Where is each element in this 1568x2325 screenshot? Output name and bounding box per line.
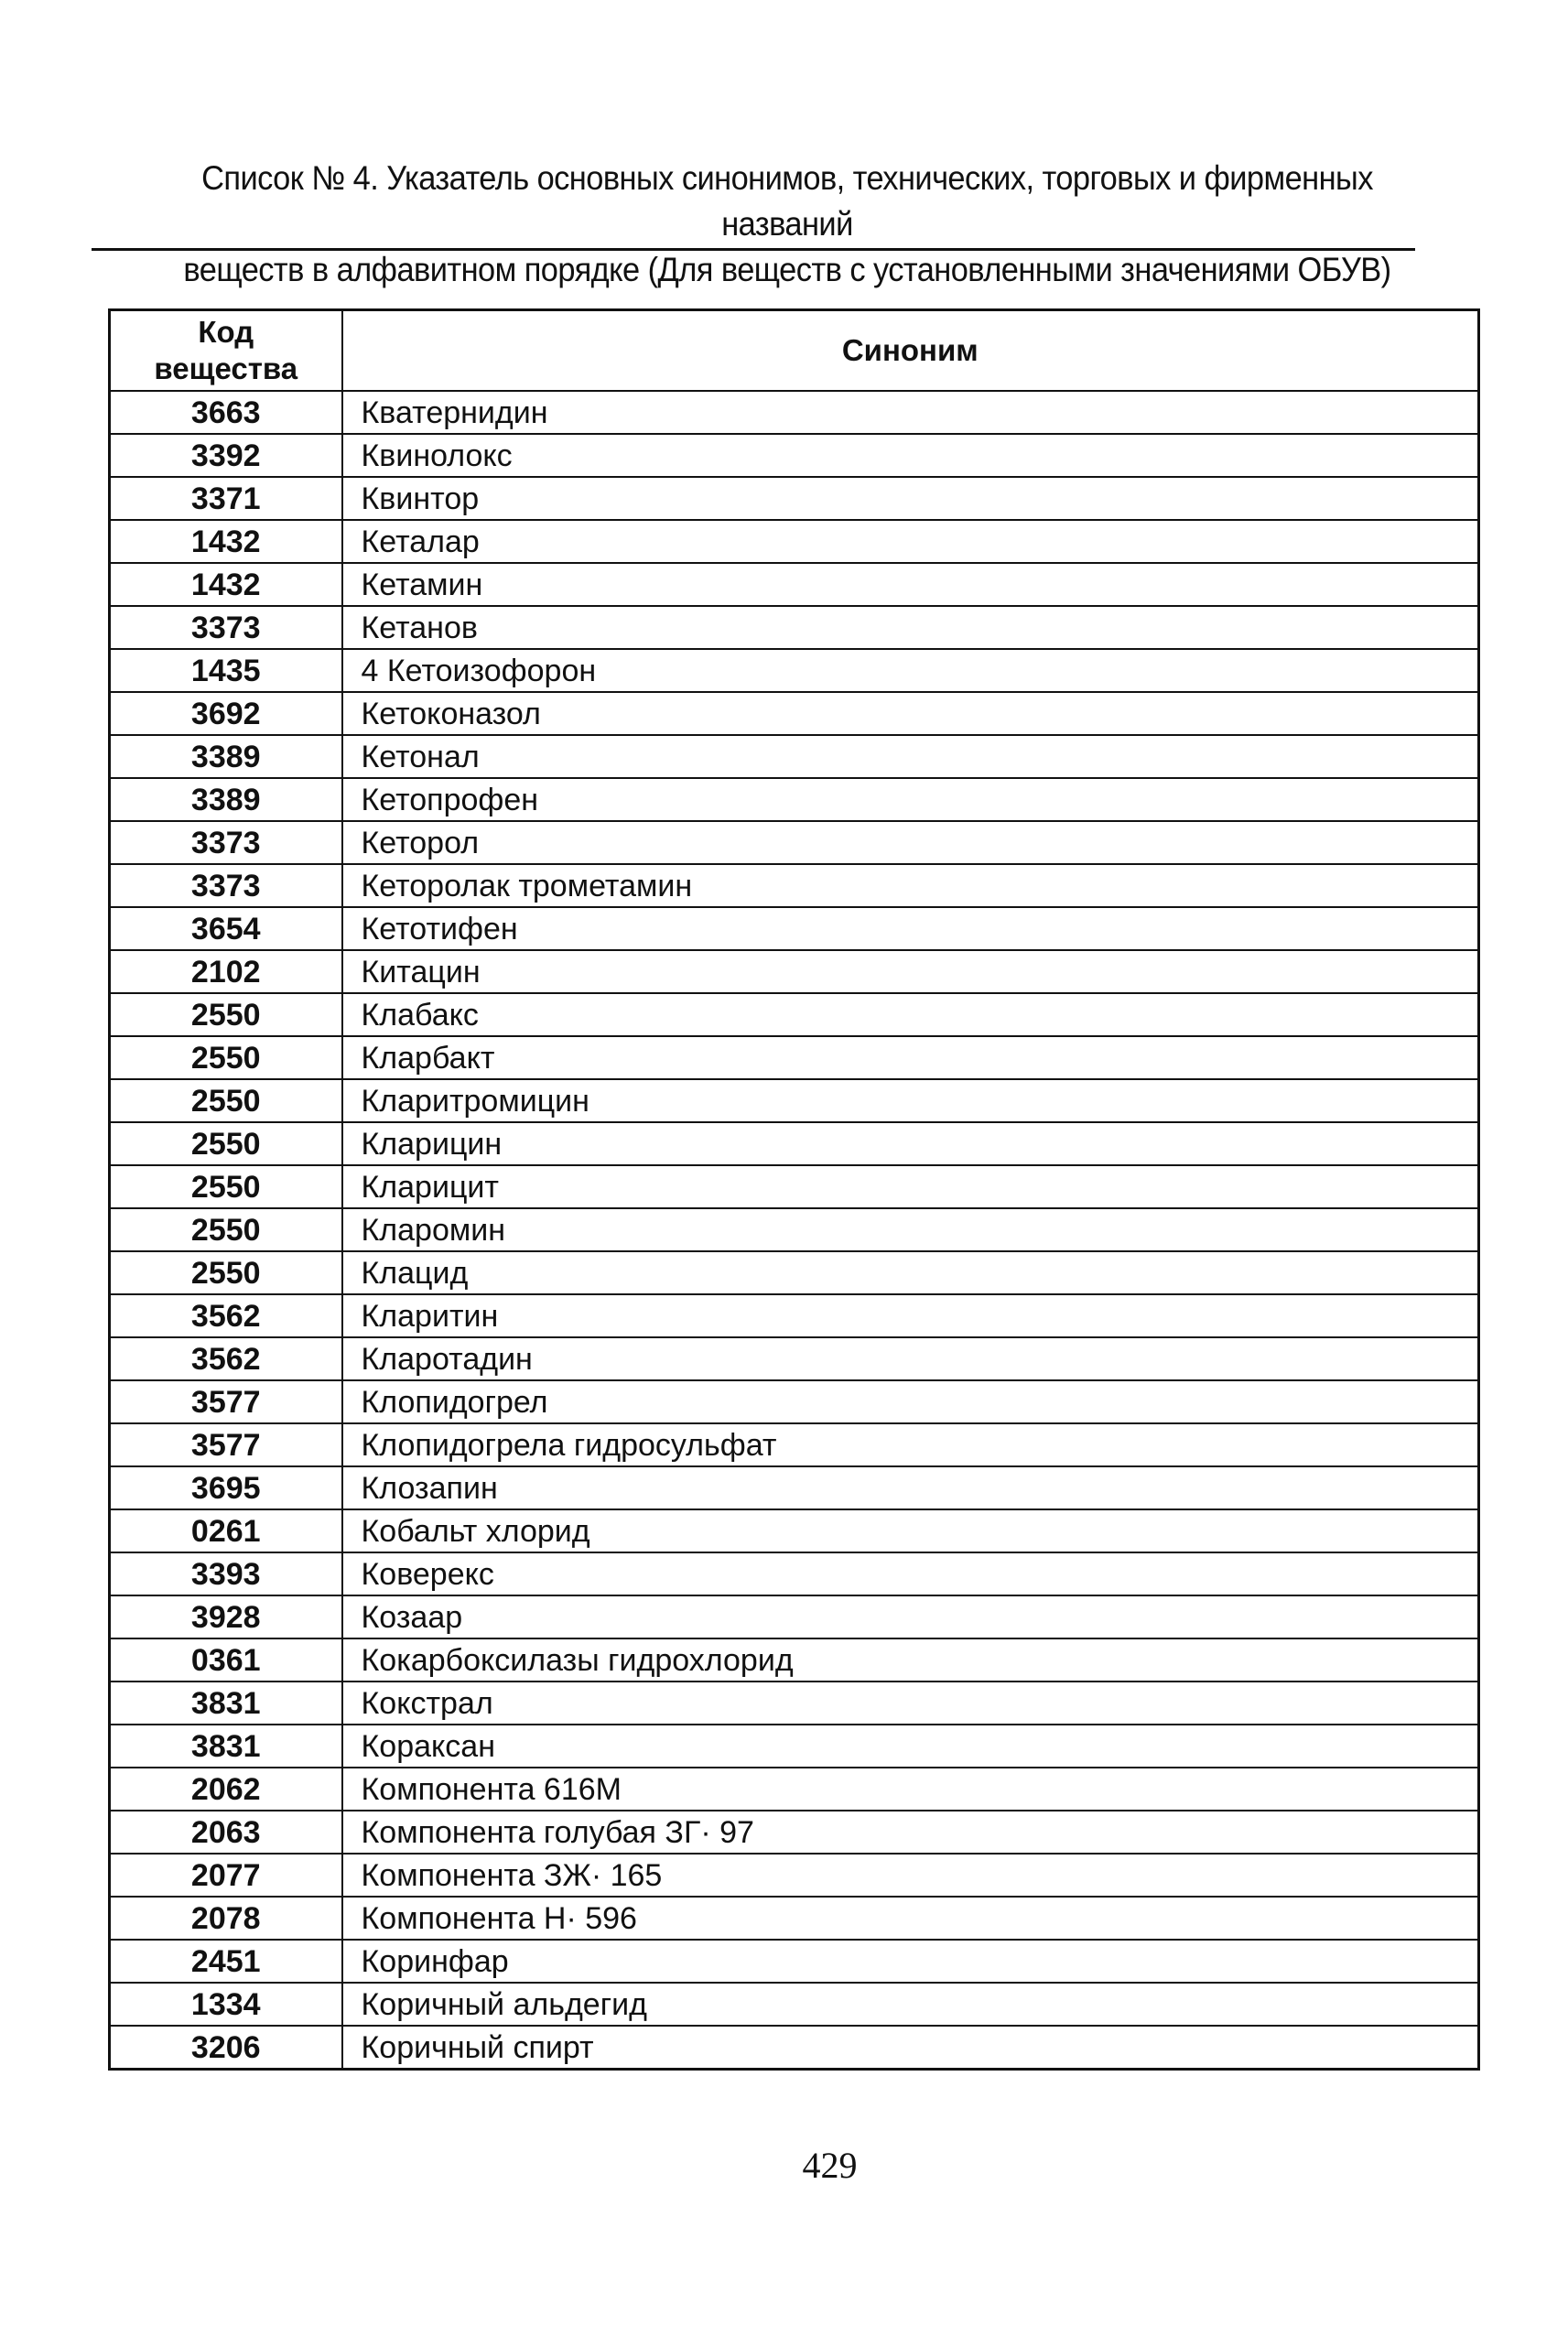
synonym-name: 4 Кетоизофорон — [342, 649, 1479, 692]
table-row — [110, 1638, 1479, 1682]
substance-code: 1435 — [110, 649, 342, 692]
substance-code: 3389 — [110, 735, 342, 778]
synonym-name: Кокстрал — [342, 1682, 1479, 1725]
synonym-table-container — [108, 308, 1480, 2071]
substance-code: 3373 — [110, 864, 342, 907]
table-row — [110, 1595, 1479, 1638]
synonym-name: Кларицит — [342, 1165, 1479, 1208]
synonym-name: Кораксан — [342, 1725, 1479, 1768]
synonym-name: Кетонал — [342, 735, 1479, 778]
substance-code: 2550 — [110, 1122, 342, 1165]
substance-code: 3562 — [110, 1337, 342, 1380]
synonym-name: Клопидогрел — [342, 1380, 1479, 1423]
substance-code: 2550 — [110, 1036, 342, 1079]
header-code-line-1: Код — [198, 315, 254, 349]
substance-code: 2063 — [110, 1811, 342, 1854]
synonym-name: Клабакс — [342, 993, 1479, 1036]
table-row — [110, 649, 1479, 692]
page-number: 429 — [802, 2145, 858, 2186]
substance-code: 2078 — [110, 1897, 342, 1940]
synonym-name: Кеторолак трометамин — [342, 864, 1479, 907]
table-body — [110, 391, 1479, 2070]
table-row — [110, 1036, 1479, 1079]
substance-code: 1334 — [110, 1983, 342, 2026]
substance-code: 3577 — [110, 1423, 342, 1466]
synonym-name: Клaромин — [342, 1208, 1479, 1251]
table-row — [110, 1552, 1479, 1595]
table-row — [110, 606, 1479, 649]
substance-code: 1432 — [110, 520, 342, 563]
table-row — [110, 1294, 1479, 1337]
table-row — [110, 2026, 1479, 2070]
synonym-name: Коринфар — [342, 1940, 1479, 1983]
synonym-name: Кларитромицин — [342, 1079, 1479, 1122]
substance-code: 3371 — [110, 477, 342, 520]
table-row — [110, 1682, 1479, 1725]
substance-code: 3392 — [110, 434, 342, 477]
substance-code: 2550 — [110, 1165, 342, 1208]
table-row — [110, 778, 1479, 821]
table-row — [110, 434, 1479, 477]
synonym-name: Кватернидин — [342, 391, 1479, 434]
synonym-name: Коверекс — [342, 1552, 1479, 1595]
table-row — [110, 1208, 1479, 1251]
substance-code: 2451 — [110, 1940, 342, 1983]
table-row — [110, 1983, 1479, 2026]
synonym-table — [108, 308, 1480, 2071]
substance-code: 3831 — [110, 1682, 342, 1725]
synonym-name: Кетамин — [342, 563, 1479, 606]
substance-code: 3692 — [110, 692, 342, 735]
table-row — [110, 563, 1479, 606]
table-row — [110, 1897, 1479, 1940]
synonym-name: Квинолокс — [342, 434, 1479, 477]
substance-code: 2550 — [110, 1208, 342, 1251]
table-row — [110, 950, 1479, 993]
table-row — [110, 391, 1479, 434]
substance-code: 3393 — [110, 1552, 342, 1595]
table-row — [110, 1251, 1479, 1294]
substance-code: 3654 — [110, 907, 342, 950]
table-row — [110, 1380, 1479, 1423]
synonym-name: Кетоконазол — [342, 692, 1479, 735]
table-row — [110, 993, 1479, 1036]
table-header-row — [110, 310, 1479, 392]
synonym-name: Компонента ЗЖ· 165 — [342, 1854, 1479, 1897]
table-row — [110, 1768, 1479, 1811]
synonym-name: Кеталар — [342, 520, 1479, 563]
synonym-name: Клопидогрела гидросульфат — [342, 1423, 1479, 1466]
substance-code: 3373 — [110, 606, 342, 649]
substance-code: 3206 — [110, 2026, 342, 2070]
table-row — [110, 1811, 1479, 1854]
synonym-name: Компонента 616М — [342, 1768, 1479, 1811]
substance-code: 1432 — [110, 563, 342, 606]
title-underline — [92, 248, 1415, 251]
synonym-name: Квинтор — [342, 477, 1479, 520]
synonym-name: Кларбакт — [342, 1036, 1479, 1079]
table-row — [110, 1165, 1479, 1208]
synonym-name: Кетотифен — [342, 907, 1479, 950]
table-row — [110, 907, 1479, 950]
synonym-name: Кетопрофен — [342, 778, 1479, 821]
header-synonym: Синоним — [342, 310, 1479, 392]
substance-code: 3831 — [110, 1725, 342, 1768]
table-row — [110, 1122, 1479, 1165]
table-row — [110, 864, 1479, 907]
table-row — [110, 735, 1479, 778]
synonym-name: Компонента голубая ЗГ· 97 — [342, 1811, 1479, 1854]
table-row — [110, 821, 1479, 864]
synonym-name: Кетанов — [342, 606, 1479, 649]
synonym-name: Коричный альдегид — [342, 1983, 1479, 2026]
table-row — [110, 1940, 1479, 1983]
page-title — [140, 156, 1434, 293]
header-code — [110, 310, 342, 392]
header-code-line-2: вещества — [154, 351, 298, 385]
page-title-line-2: веществ в алфавитном порядке (Для веществ с установленными значениями ОБУВ) — [183, 251, 1391, 288]
table-row — [110, 692, 1479, 735]
substance-code: 2077 — [110, 1854, 342, 1897]
table-row — [110, 1854, 1479, 1897]
substance-code: 3373 — [110, 821, 342, 864]
synonym-name: Кеторол — [342, 821, 1479, 864]
table-row — [110, 477, 1479, 520]
substance-code: 2102 — [110, 950, 342, 993]
synonym-name: Кокарбоксилазы гидрохлорид — [342, 1638, 1479, 1682]
synonym-name: Клацид — [342, 1251, 1479, 1294]
table-row — [110, 520, 1479, 563]
substance-code: 2550 — [110, 1079, 342, 1122]
substance-code: 3577 — [110, 1380, 342, 1423]
substance-code: 3389 — [110, 778, 342, 821]
substance-code: 0361 — [110, 1638, 342, 1682]
synonym-name: Козаар — [342, 1595, 1479, 1638]
synonym-name: Клозапин — [342, 1466, 1479, 1509]
substance-code: 0261 — [110, 1509, 342, 1552]
table-row — [110, 1725, 1479, 1768]
substance-code: 3663 — [110, 391, 342, 434]
synonym-name: Кобальт хлорид — [342, 1509, 1479, 1552]
table-row — [110, 1466, 1479, 1509]
synonym-name: Кларитин — [342, 1294, 1479, 1337]
synonym-name: Китацин — [342, 950, 1479, 993]
substance-code: 3928 — [110, 1595, 342, 1638]
table-row — [110, 1079, 1479, 1122]
table-row — [110, 1509, 1479, 1552]
synonym-name: Кларотадин — [342, 1337, 1479, 1380]
synonym-name: Коричный спирт — [342, 2026, 1479, 2070]
synonym-name: Компонента Н· 596 — [342, 1897, 1479, 1940]
substance-code: 3562 — [110, 1294, 342, 1337]
substance-code: 2062 — [110, 1768, 342, 1811]
table-row — [110, 1337, 1479, 1380]
synonym-name: Кларицин — [342, 1122, 1479, 1165]
substance-code: 3695 — [110, 1466, 342, 1509]
substance-code: 2550 — [110, 1251, 342, 1294]
table-row — [110, 1423, 1479, 1466]
substance-code: 2550 — [110, 993, 342, 1036]
page-title-line-1: Список № 4. Указатель основных синонимов, технических, торговых и фирменных названий — [201, 159, 1373, 243]
